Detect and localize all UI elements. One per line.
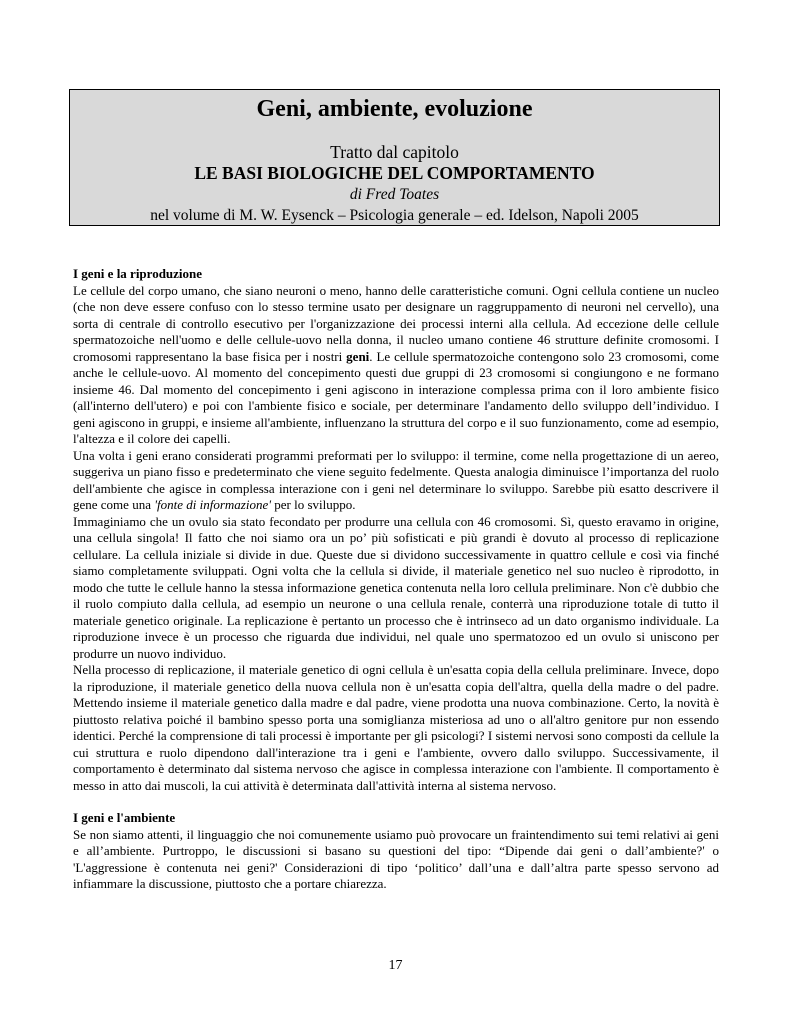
source-intro: Tratto dal capitolo — [330, 142, 459, 162]
paragraph: Nella processo di replicazione, il materiale genetico di ogni cellula è un'esatta copia della cellula preliminare. Invece, dopo la riproduzione, il materiale genetico della nuova cellula non è un'esatta copia dell'altra, quella della madre o del padre. Mettendo insieme il materiale genetico dalla madre e dal padre, viene prodotta una nuova combinazione. Certo, la novità è piuttosto relativa poiché il bambino spesso porta una somiglianza misteriosa ad uno o all'altro genitore pur non essendo identici. Perché la comprensione di tali processi è importante per gli psicologi? I sistemi nervosi sono composti da cellule la cui struttura e ruolo dipendono dall'interazione tra i geni e l'ambiente, ovvero dallo sviluppo. Successivamente, il comportamento è determinato dal sistema nervoso che agisce in complessa interazione con l'ambiente. Il comportamento è messo in atto dai muscoli, la cui attività è determinata dall'attività interna al sistema nervoso. — [73, 662, 719, 793]
chapter-author: di Fred Toates — [349, 186, 440, 203]
volume-reference: nel volume di M. W. Eysenck – Psicologia generale – ed. Idelson, Napoli 2005 — [150, 207, 639, 224]
paragraph — [73, 283, 719, 448]
page-number: 17 — [388, 958, 403, 973]
document-title: Geni, ambiente, evoluzione — [256, 96, 533, 122]
title-box — [69, 89, 720, 226]
paragraph — [73, 448, 719, 514]
document-body — [73, 266, 719, 893]
paragraph-text: per lo sviluppo. — [271, 497, 356, 512]
paragraph-text: . Le cellule spermatozoiche contengono solo 23 cromosomi, come anche le cellule-uovo. Al momento del concepimento questi due gruppi di 23 cromosomi si congiungono e ne formano insieme 46. Dal momento del concepimento i geni agiscono in interazione complessa prima con il loro ambiente fisico (all'interno dell'utero) e poi con l'ambiente fisico e sociale, per determinare l'andamento dello sviluppo dell’individuo. I geni agiscono in gruppi, e insieme all'ambiente, influenzano la struttura del corpo e il suo funzionamento, come ad esempio, l'altezza e il colore dei capelli. — [73, 348, 719, 446]
section-reproduction — [73, 266, 719, 794]
paragraph: Immaginiamo che un ovulo sia stato fecondato per produrre una cellula con 46 cromosomi. Sì, questo eravamo in origine, una cellula singola! Il fatto che noi siamo ora un po’ più sofisticati e più grandi è dovuto al processo di replicazione cellulare. La cellula iniziale si divide in due. Queste due si dividono successivamente in quattro cellule e così via finché siamo completamente sviluppati. Ogni volta che la cellula si divide, il materiale genetico nel suo nucleo è riprodotto, in modo che tutte le cellule hanno la stessa informazione genetica contenuta nella loro cellula preliminare. Non c'è dubbio che il ruolo compiuto dalla cellula, ad esempio un neurone o una cellula renale, conterrà una riproduzione totale di tutto il materiale genetico originale. La replicazione è pertanto un processo che è intrinseco ad un dato organismo individuale. La riproduzione invece è un processo che riguarda due individui, nel quale uno spermatozoo ed un ovulo si uniscono per produrre un nuovo individuo. — [73, 513, 719, 661]
paragraph-text: Le cellule del corpo umano, che siano neuroni o meno, hanno delle caratteristiche comuni. Ogni cellula contiene un nucleo (che non deve essere confuso con lo stesso termine usato per designare un raggruppamento di neuroni nel cervello), una sorta di centrale di controllo esecutivo per l'organizzazione dei processi interni alla cellula. Ad eccezione delle cellule spermatozoiche nell'uomo e delle cellule-uovo nella donna, il nucleo umano contiene 46 strutture definite cromosomi. I cromosomi rappresentano la base fisica per i nostri — [73, 282, 719, 364]
chapter-title: LE BASI BIOLOGICHE DEL COMPORTAMENTO — [194, 163, 595, 183]
section-heading: I geni e la riproduzione — [73, 266, 203, 281]
paragraph: Se non siamo attenti, il linguaggio che noi comunemente usiamo può provocare un fraintendimento sui temi relativi ai geni e all’ambiente. Purtroppo, le discussioni si basano su questioni del tipo: “Dipende dai geni o dall’ambiente?' o 'L'aggressione è contenuta nei geni?' Considerazioni di tipo ‘politico’ dall’una e dall’altra parte spesso servono ad infiammare la discussione, piuttosto che a portare chiarezza. — [73, 826, 719, 891]
section-environment — [73, 810, 719, 893]
italic-term: 'fonte di informazione' — [154, 497, 271, 512]
paragraph-text: Una volta i geni erano considerati programmi preformati per lo sviluppo: il termine, come nella progettazione di un aereo, suggeriva un piano fisso e predeterminato che viene seguito fedelmente. Questa analogia diminuisce l’importanza del ruolo dell'ambiente che agisce in complessa interazione con i geni nel determinare lo sviluppo. Sarebbe più esatto descrivere il gene come una — [73, 447, 719, 512]
section-heading: I geni e l'ambiente — [73, 810, 176, 825]
bold-term: geni — [346, 348, 370, 364]
source-info — [70, 142, 719, 226]
